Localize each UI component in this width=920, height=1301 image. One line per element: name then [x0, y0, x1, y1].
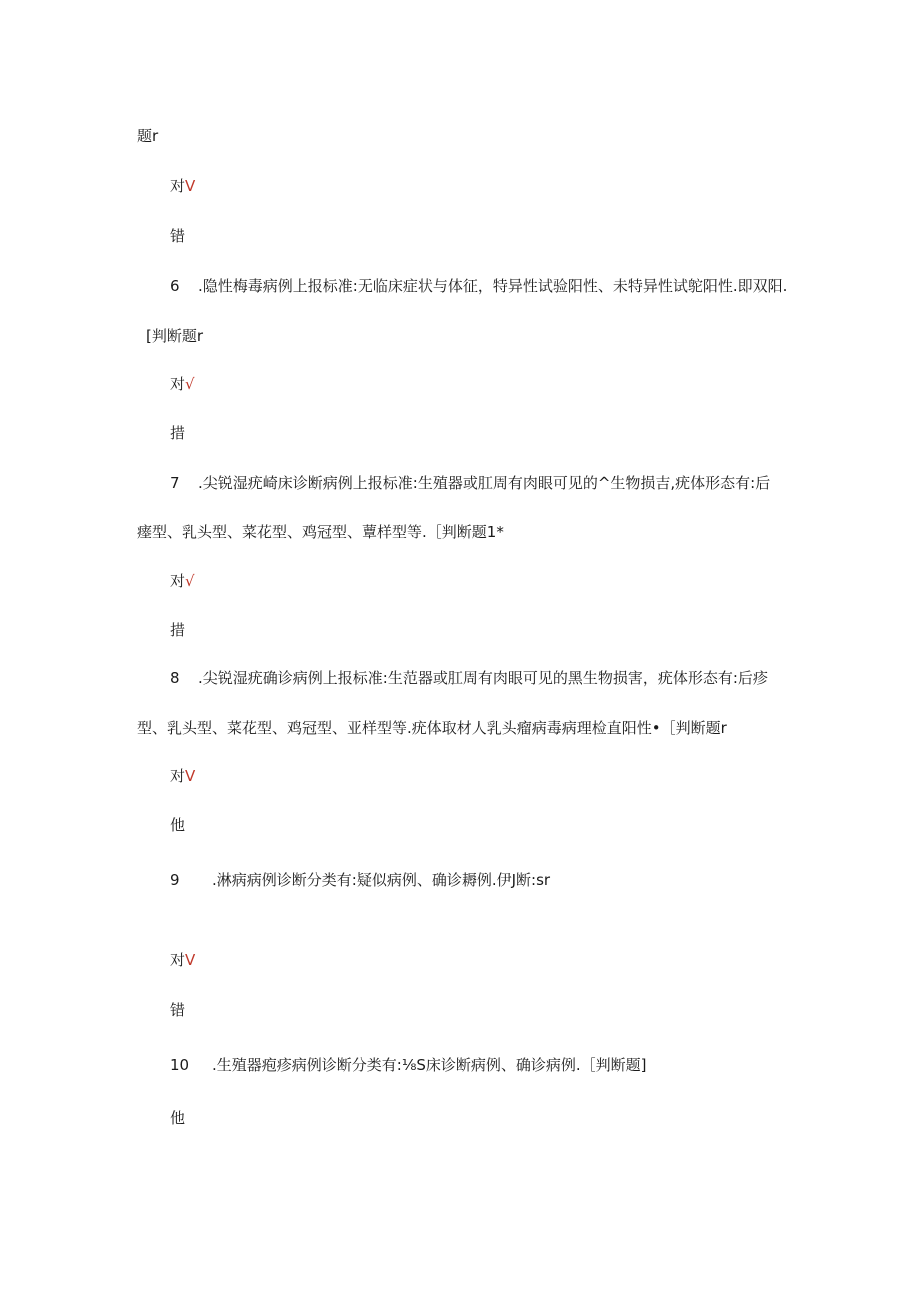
answer-option-true [170, 766, 195, 786]
check-mark-icon: V [185, 177, 196, 195]
answer-option-true [170, 571, 195, 591]
answer-option-true [170, 374, 195, 394]
check-mark-icon: √ [185, 375, 195, 393]
question-text: .尖锐湿疣崎床诊断病例上报标准:生殖器或肛周有肉眼可见的^生物损吉,疣体形态有:后 [198, 474, 771, 492]
check-mark-icon: V [185, 951, 196, 969]
question-7 [170, 473, 770, 493]
question-number: 10 [170, 1056, 190, 1074]
question-text: .尖锐湿疣确诊病例上报标准:生范器或肛周有肉眼可见的黑生物损害，疣体形态有:后疹 [198, 669, 768, 687]
question-9 [170, 870, 550, 890]
question-number: 8 [170, 669, 180, 687]
answer-option-false: 错 [170, 227, 186, 245]
answer-label: 对 [170, 767, 186, 785]
answer-option-false: 措 [170, 424, 186, 442]
check-mark-icon: V [185, 767, 196, 785]
question-8 [170, 668, 768, 688]
question-6-continuation: [判断题r [146, 327, 204, 345]
answer-label: 对 [170, 572, 186, 590]
question-7-continuation: 瘗型、乳头型、菜花型、鸡冠型、蕈样型等.［判断题1* [137, 523, 504, 541]
answer-label: 对 [170, 177, 186, 195]
question-text: .隐性梅毒病例上报标准:无临床症状与体征，特异性试验阳性、未特异性试鸵阳性.即双阳. [198, 277, 788, 295]
question-text: .淋病病例诊断分类有:疑似病例、确诊耨例.伊J断:sr [212, 871, 551, 889]
answer-option-false: 他 [170, 816, 186, 834]
question-number: 6 [170, 277, 180, 295]
check-mark-icon: √ [185, 572, 195, 590]
answer-option-false: 他 [170, 1109, 186, 1127]
question-number: 7 [170, 474, 180, 492]
question-5-tail: 题r [137, 127, 159, 145]
question-text: .生殖器疱疹病例诊断分类有:⅛S床诊断病例、确诊病例.［判断题] [212, 1056, 647, 1074]
answer-option-true [170, 950, 195, 970]
question-6 [170, 276, 787, 296]
question-number: 9 [170, 871, 180, 889]
question-8-continuation: 型、乳头型、菜花型、鸡冠型、亚样型等.疣体取材人乳头瘤病毒病理检直阳性•［判断题r [137, 719, 727, 737]
answer-option-false: 措 [170, 621, 186, 639]
answer-label: 对 [170, 951, 186, 969]
answer-label: 对 [170, 375, 186, 393]
answer-option-false: 错 [170, 1001, 186, 1019]
question-10 [170, 1055, 647, 1075]
answer-option-true [170, 176, 195, 196]
